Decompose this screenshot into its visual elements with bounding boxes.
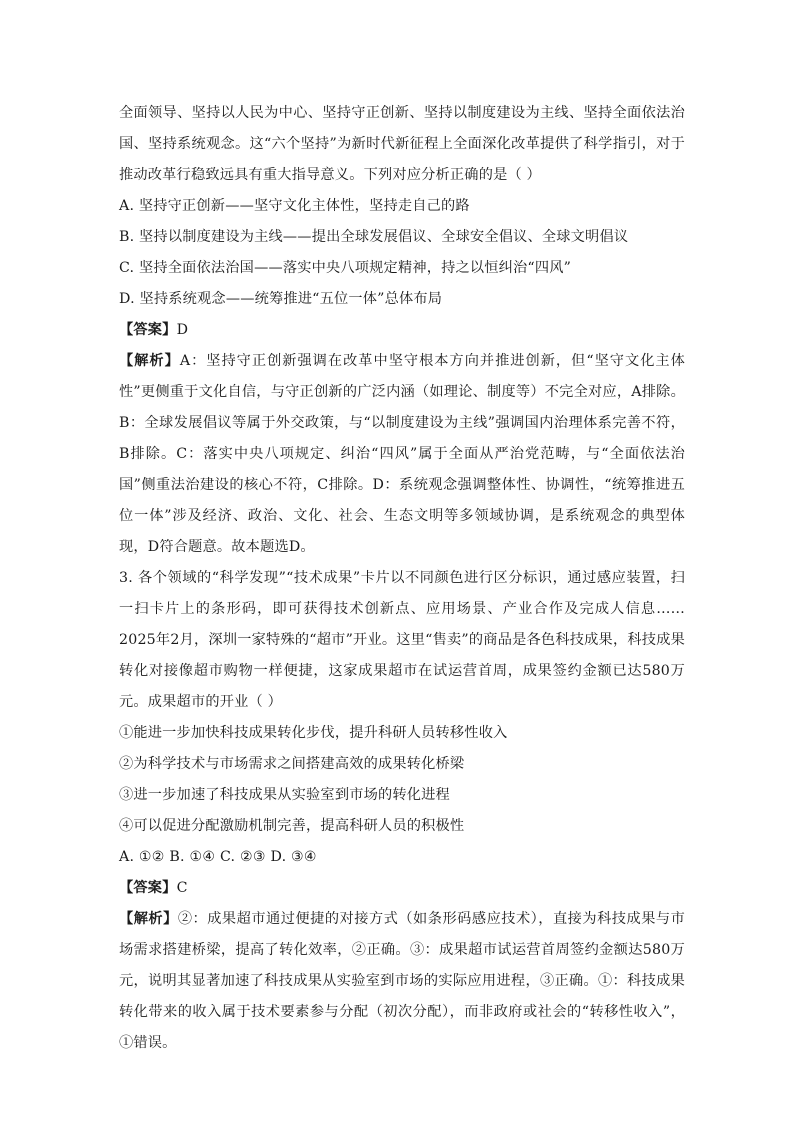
question-2-option-d: D. 坚持系统观念——统筹推进“五位一体”总体布局 [119,291,443,307]
question-3-item-2: ②为科学技术与市场需求之间搭建高效的成果转化桥梁 [119,756,465,772]
question-3-item-4: ④可以促进分配激励机制完善，提高科研人员的积极性 [119,818,465,834]
question-2-answer [119,315,685,346]
question-3-choices: A. ①② B. ①④ C. ②③ D. ③④ [119,849,317,865]
analysis-text: ②：成果超市通过便捷的对接方式（如条形码感应技术），直接为科技成果与市场需求搭建桥梁，提高了转化效率，②正确。③：成果超市试运营首周签约金额达580万元，说明其显著加速了科技成果从实验室到市场的实际应用进程，③正确。①：科技成果转化带来的收入属于技术要素参与分配（初次分配），而非政府或社会的“转移性收入”，①错误。 [119,911,685,1051]
question-2-option-b: B. 坚持以制度建设为主线——提出全球发展倡议、全球安全倡议、全球文明倡议 [119,229,629,245]
document-content [119,98,685,1059]
question-2-option-c: C. 坚持全面依法治国——落实中央八项规定精神，持之以恒纠治“四风” [119,260,572,276]
question-3-item-3: ③进一步加速了科技成果从实验室到市场的转化进程 [119,787,450,803]
question-2-option-a: A. 坚持守正创新——坚守文化主体性，坚持走自己的路 [119,198,470,214]
question-2-stem: 全面领导、坚持以人民为中心、坚持守正创新、坚持以制度建设为主线、坚持全面依法治国、坚持系统观念。这“六个坚持”为新时代新征程上全面深化改革提供了科学指引，对于推动改革行稳致远具有重大指导意义。下列对应分析正确的是（ ） [119,105,685,183]
analysis-label: 【解析】 [119,353,180,369]
answer-value: C [176,880,188,896]
question-2-analysis [119,346,685,563]
answer-label: 【答案】 [119,322,177,338]
answer-label: 【答案】 [119,880,177,896]
question-3-analysis [119,904,685,1059]
question-3-item-1: ①能进一步加快科技成果转化步伐，提升科研人员转移性收入 [119,725,508,741]
analysis-label: 【解析】 [119,911,178,927]
question-3-stem: 3. 各个领域的“科学发现”“技术成果”卡片以不同颜色进行区分标识，通过感应装置，扫一扫卡片上的条形码，即可获得技术创新点、应用场景、产业合作及完成人信息……2025年2月，深圳一家特殊的“超市”开业。这里“售卖”的商品是各色科技成果，科技成果转化对接像超市购物一样便捷，这家成果超市在试运营首周，成果签约金额已达580万元。成果超市的开业（ ） [119,570,685,710]
answer-value: D [176,322,189,338]
analysis-text: A：坚持守正创新强调在改革中坚守根本方向并推进创新，但“坚守文化主体性”更侧重于文化自信，与守正创新的广泛内涵（如理论、制度等）不完全对应，A排除。B：全球发展倡议等属于外交政策，与“以制度建设为主线”强调国内治理体系完善不符，B排除。C：落实中央八项规定、纠治“四风”属于全面从严治党范畴，与“全面依法治国”侧重法治建设的核心不符，C排除。D：系统观念强调整体性、协调性，“统筹推进五位一体”涉及经济、政治、文化、社会、生态文明等多领域协调，是系统观念的典型体现，D符合题意。故本题选D。 [119,353,685,555]
question-3-answer [119,873,685,904]
